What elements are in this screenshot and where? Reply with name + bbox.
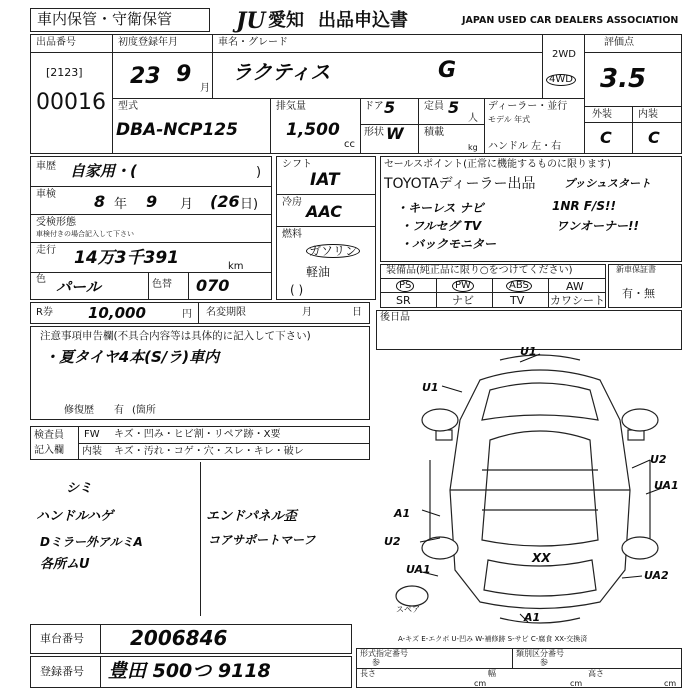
drive-4wd: 4WD <box>546 74 576 86</box>
load-unit: kg <box>468 143 478 152</box>
height-label: 高さ <box>588 669 604 678</box>
inspector-label-1: 検査員 <box>34 430 64 441</box>
equip-ps: PS <box>396 280 414 292</box>
model-label: 型式 <box>118 101 138 112</box>
lot-number: 00016 <box>36 90 106 115</box>
equip-seat: カワシート <box>550 294 605 307</box>
equip-aw: AW <box>566 280 584 293</box>
lot-code: [2123] <box>46 66 83 79</box>
color-label: 色 <box>36 274 46 285</box>
recycle-unit: 円 <box>182 309 192 320</box>
inspector-note-1: シミ <box>66 481 93 496</box>
association-name: JAPAN USED CAR DEALERS ASSOCIATION <box>462 15 679 26</box>
displacement-value: 1,500 <box>286 120 340 140</box>
repair-value: 有 <box>114 405 124 416</box>
car-name-label: 車名・グレード <box>218 37 288 48</box>
equipment-label: 装備品(純正品に限り○をつけてください) <box>386 265 573 276</box>
drive-2wd: 2WD <box>552 49 576 60</box>
inspection-years: 8 <box>94 192 106 211</box>
damage-legend: A-キズ E-エクボ U-凹み W-補修跡 S-サビ C-腐食 XX-交換済 <box>398 635 588 643</box>
inspection-label: 車検 <box>36 189 56 200</box>
model-year-label: モデル 年式 <box>488 115 531 124</box>
sales-item-1: ・キーレス ナビ <box>396 201 484 215</box>
inspector-note-3: Dミラー外アルミA <box>40 535 143 549</box>
interior-items: キズ・汚れ・コゲ・穴・スレ・キレ・破レ <box>114 446 304 457</box>
org-name: 愛知 <box>268 10 304 31</box>
equip-abs: ABS <box>506 280 532 292</box>
mark-right-ua1: UA1 <box>654 479 679 492</box>
name-change-label: 名変期限 <box>206 307 246 318</box>
door-value: 5 <box>384 98 396 117</box>
mark-left-a1: A1 <box>394 507 411 520</box>
class-cert-ref: 参 <box>540 658 548 667</box>
mark-left-top: U1 <box>422 381 439 394</box>
car-name: ラクティス <box>232 60 331 84</box>
car-damage-diagram <box>400 340 680 630</box>
ac-label: 冷房 <box>282 197 302 208</box>
mileage-value: 14万3千391 <box>74 248 179 268</box>
repair-place: (箇所 <box>132 405 156 416</box>
storage-label: 車内保管・守衛保管 <box>37 10 173 28</box>
exterior-label: 外装 <box>592 109 612 120</box>
notes-label: 注意事項申告欄(不具合内容等は具体的に記入して下さい) <box>40 330 311 342</box>
displacement-unit: cc <box>344 139 355 150</box>
type-cert-label: 形式指定番号 <box>360 649 408 658</box>
inspector-label-2: 記入欄 <box>34 445 64 456</box>
equip-navi: ナビ <box>452 294 474 307</box>
registration-month: 9 <box>176 62 192 87</box>
history-close: ) <box>256 165 262 180</box>
interior-score: C <box>648 128 660 147</box>
registration-month-unit: 月 <box>200 83 210 94</box>
inspection-day: (26 <box>210 192 240 211</box>
capacity-unit: 人 <box>468 113 478 124</box>
inspection-month: 9 <box>146 192 158 211</box>
mark-bottom: A1 <box>524 611 541 624</box>
spare-label: スペア <box>396 605 420 614</box>
mark-left-ua1: UA1 <box>406 563 431 576</box>
mark-left-u2: U2 <box>384 535 401 548</box>
equip-pw: PW <box>452 280 474 292</box>
mark-top: U1 <box>520 345 537 358</box>
sales-dealer: TOYOTAディーラー出品 <box>384 176 536 192</box>
door-label: ドア <box>364 101 384 112</box>
registration-year: 23 <box>130 64 161 89</box>
color-number-label: 色替 <box>152 279 172 290</box>
inspector-note-6: コアサポートマーフ <box>208 533 316 547</box>
acceptance-label: 受検形態 <box>36 217 76 228</box>
inspector-note-4: 各所ムU <box>40 557 90 572</box>
color-number: 070 <box>196 276 230 295</box>
ju-logo <box>236 8 266 34</box>
equip-sr: SR <box>396 294 411 307</box>
rating-score: 3.5 <box>600 64 647 94</box>
fuel-other: ( ) <box>290 283 304 297</box>
shape-label: 形状 <box>364 127 384 138</box>
fuel-gas: ガソリン <box>306 244 360 258</box>
mark-bottom-right: UA2 <box>644 569 669 582</box>
sales-item-5: ワンオーナー!! <box>556 219 639 233</box>
color-value: パール <box>56 278 101 296</box>
width-unit: cm <box>570 679 583 688</box>
lot-number-label: 出品番号 <box>36 37 76 48</box>
warranty-label: 新車保証書 <box>616 265 656 274</box>
recycle-value: 10,000 <box>88 304 146 322</box>
registration-label: 初度登録年月 <box>118 37 178 48</box>
fw-label: FW <box>84 429 100 440</box>
history-label: 車歴 <box>36 161 56 172</box>
car-grade: G <box>438 58 457 83</box>
rating-label: 評価点 <box>604 37 634 48</box>
fuel-diesel: 軽油 <box>306 265 331 279</box>
recycle-box <box>30 302 370 324</box>
fuel-label: 燃料 <box>282 229 302 240</box>
equip-tv: TV <box>510 294 525 307</box>
repair-label: 修復歴 <box>64 405 94 416</box>
ju-logo-text: JU <box>236 8 266 34</box>
inspector-note-2: ハンドルハゲ <box>36 509 114 524</box>
interior-check-label: 内装 <box>82 446 102 457</box>
mileage-unit: km <box>228 261 244 272</box>
sales-push-start: プッシュスタート <box>564 177 652 190</box>
name-change-day: 日 <box>352 307 362 318</box>
plate-label: 登録番号 <box>40 665 84 678</box>
sales-points-label: セールスポイント(正常に機能するものに限ります) <box>384 159 611 170</box>
height-unit: cm <box>664 679 677 688</box>
capacity-value: 5 <box>448 98 460 117</box>
width-label: 幅 <box>488 669 496 678</box>
warranty-values: 有・無 <box>622 287 655 300</box>
sales-item-3: ・バックモニター <box>400 237 497 251</box>
shift-value: IAT <box>310 170 340 190</box>
inspection-year-unit: 年 <box>114 197 128 212</box>
form-title: 出品申込書 <box>318 10 408 31</box>
mark-center-xx: XX <box>532 551 551 565</box>
mark-right-u2: U2 <box>650 453 667 466</box>
plate-value: 豊田 500つ 9118 <box>108 660 271 682</box>
acceptance-note: 車検付きの場合記入して下さい <box>36 230 134 238</box>
ac-value: AAC <box>306 202 343 221</box>
inspector-note-5: エンドパネル歪 <box>206 509 297 524</box>
inspection-day-unit: 日) <box>240 197 259 212</box>
chassis-value: 2006846 <box>130 626 228 650</box>
load-label: 積載 <box>424 127 444 138</box>
capacity-label: 定員 <box>424 101 444 112</box>
class-cert-label: 類別区分番号 <box>516 649 564 658</box>
later-item-label: 後日品 <box>380 312 410 323</box>
history-value: 自家用・( <box>70 162 137 180</box>
inspection-month-unit: 月 <box>180 197 194 212</box>
displacement-label: 排気量 <box>276 101 306 112</box>
model-value: DBA-NCP125 <box>116 120 238 140</box>
shift-label: シフト <box>282 159 312 170</box>
sales-item-2: ・フルセグ TV <box>400 219 482 233</box>
notes-text: ・夏タイヤ4本(S/ラ)車内 <box>44 348 220 366</box>
recycle-label: R券 <box>36 307 53 318</box>
chassis-label: 車台番号 <box>40 632 84 645</box>
dealer-label: ディーラー・並行 <box>488 101 568 112</box>
mileage-label: 走行 <box>36 245 56 256</box>
type-cert-ref: 参 <box>372 658 380 667</box>
name-change-month: 月 <box>302 307 312 318</box>
sales-item-4: 1NR F/S!! <box>552 199 616 213</box>
shape-value: W <box>386 124 404 143</box>
exterior-score: C <box>600 128 612 147</box>
fw-items: キズ・凹み・ヒビ割・リペア跡・X要 <box>114 429 281 440</box>
storage-label-box <box>30 8 210 32</box>
length-unit: cm <box>474 679 487 688</box>
handle-label: ハンドル 左・右 <box>488 141 562 152</box>
length-label: 長さ <box>360 669 376 678</box>
interior-label: 内装 <box>638 109 658 120</box>
